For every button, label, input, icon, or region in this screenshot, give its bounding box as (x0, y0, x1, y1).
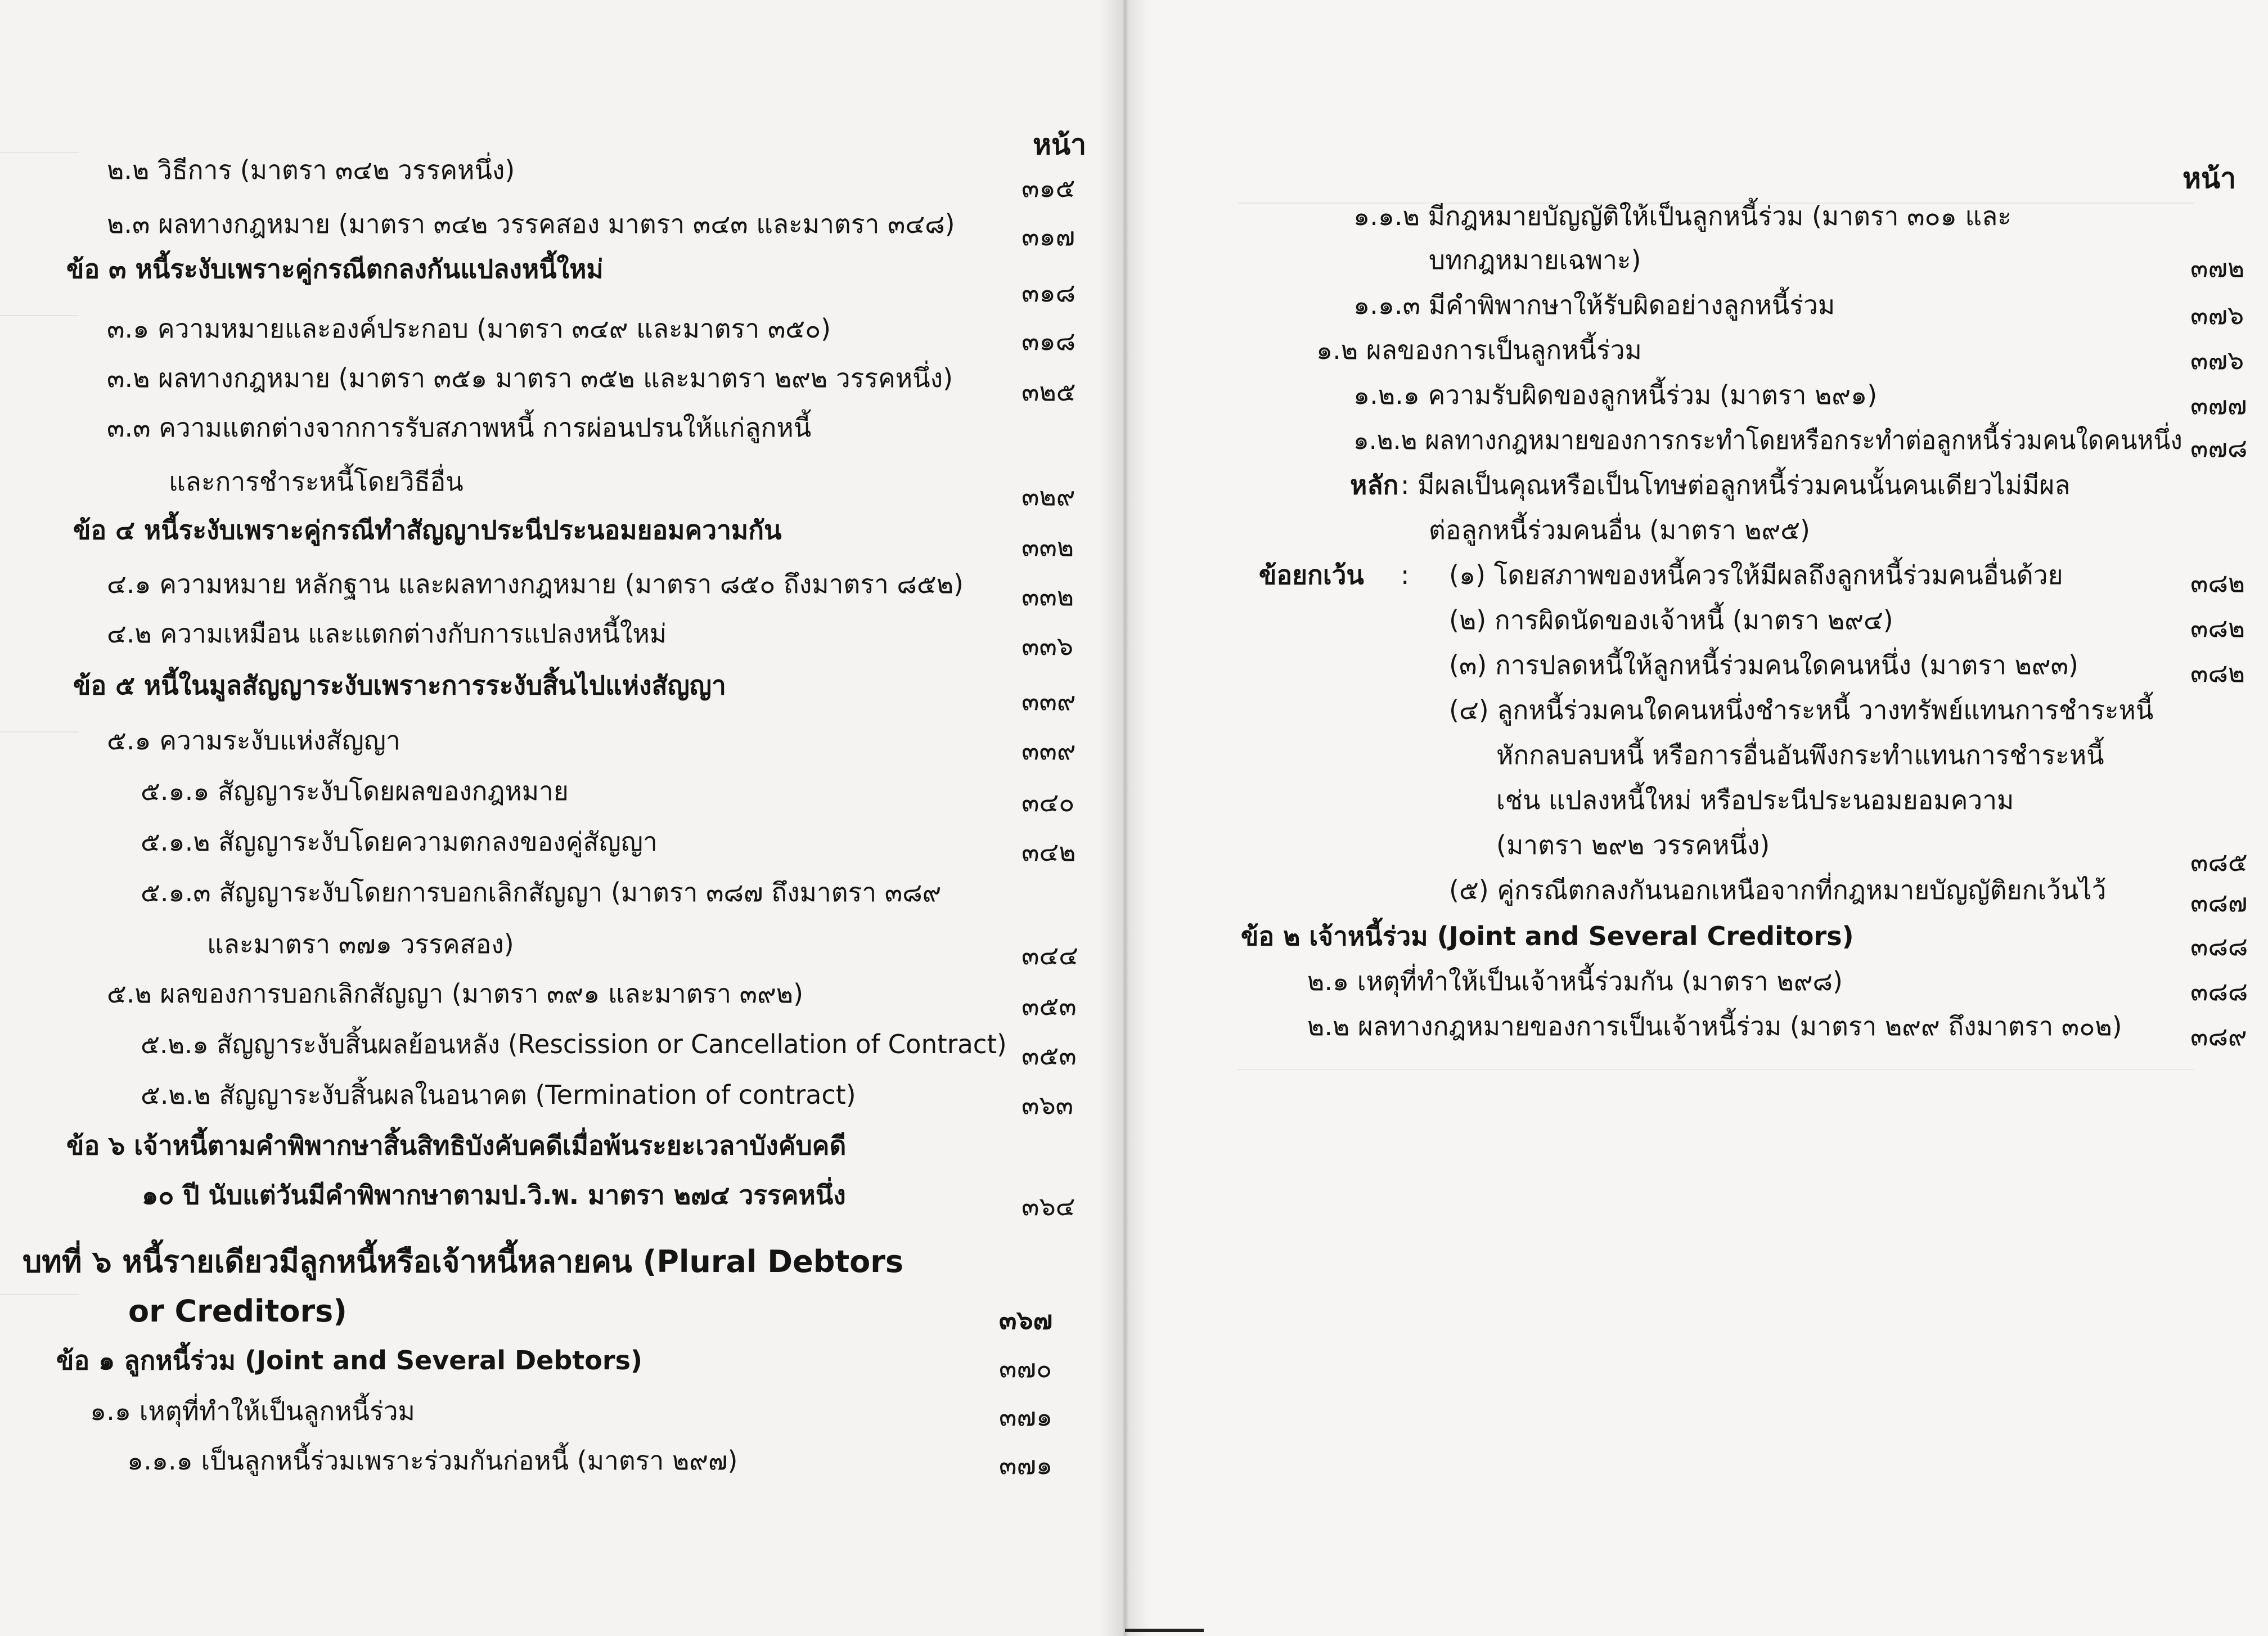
toc-page-number: ๓๘๒ (2190, 658, 2246, 688)
bleed-through-rule (0, 1294, 79, 1295)
toc-page-number: ๓๔๐ (1022, 787, 1075, 817)
book-spine-shadow (1100, 0, 1150, 1636)
toc-entry: (๓) การปลดหนี้ให้ลูกหนี้ร่วมคนใดคนหนึ่ง (มาตรา ๒๙๓) (1449, 650, 2078, 680)
toc-page-number: ๓๓๒ (1022, 532, 1074, 562)
toc-page-number: ๓๕๓ (1022, 991, 1077, 1021)
toc-entry: ๕.๒.๑ สัญญาระงับสิ้นผลย้อนหลัง (Rescission or Cancellation of Contract) (141, 1029, 1007, 1059)
toc-entry: (๔) ลูกหนี้ร่วมคนใดคนหนึ่งชำระหนี้ วางทรัพย์แทนการชำระหนี้ (1449, 695, 2154, 725)
toc-entry: ๑.๑.๓ มีคำพิพากษาให้รับผิดอย่างลูกหนี้ร่วม (1353, 290, 1835, 320)
toc-entry: (๑) โดยสภาพของหนี้ควรให้มีผลถึงลูกหนี้ร่วมคนอื่นด้วย (1449, 560, 2063, 590)
toc-entry: ๓.๑ ความหมายและองค์ประกอบ (มาตรา ๓๔๙ และมาตรา ๓๕๐) (107, 313, 831, 344)
toc-entry: และมาตรา ๓๗๑ วรรคสอง) (207, 929, 514, 959)
toc-entry: ๕.๑.๑ สัญญาระงับโดยผลของกฎหมาย (141, 776, 569, 806)
toc-entry: ๒.๒ ผลทางกฎหมายของการเป็นเจ้าหนี้ร่วม (มาตรา ๒๙๙ ถึงมาตรา ๓๐๒) (1307, 1011, 2122, 1041)
toc-page-number: ๓๗๑ (999, 1401, 1053, 1432)
page-column-header: หน้า (2182, 162, 2236, 195)
bleed-through-rule (0, 152, 79, 153)
toc-entry: ๕.๒ ผลของการบอกเลิกสัญญา (มาตรา ๓๙๑ และมาตรา ๓๙๒) (107, 978, 804, 1009)
toc-page-number: ๓๔๒ (1022, 837, 1076, 867)
toc-page-number: ๓๘๕ (2190, 847, 2248, 877)
toc-page-number: ๓๕๓ (1022, 1040, 1077, 1071)
toc-page-number: ๓๗๐ (999, 1353, 1052, 1383)
toc-page-number: ๓๓๙ (1022, 686, 1076, 716)
toc-entry: ข้อ ๔ หนี้ระงับเพราะคู่กรณีทำสัญญาประนีประนอมยอมความกัน (73, 515, 782, 545)
toc-page-number: ๓๗๒ (2190, 253, 2245, 283)
toc-entry: (๕) คู่กรณีตกลงกันนอกเหนือจากที่กฎหมายบัญญัติยกเว้นไว้ (1449, 875, 2107, 905)
toc-page-number: ๓๗๗ (2190, 390, 2247, 420)
toc-page-number: ๓๘๗ (2190, 887, 2248, 918)
toc-page-number: ๓๘๘ (2190, 976, 2248, 1006)
toc-entry: ๕.๑.๓ สัญญาระงับโดยการบอกเลิกสัญญา (มาตรา ๓๘๗ ถึงมาตรา ๓๘๙ (141, 877, 942, 907)
toc-page-number: ๓๑๗ (1022, 221, 1076, 251)
toc-entry: ๑.๑.๒ มีกฎหมายบัญญัติให้เป็นลูกหนี้ร่วม (มาตรา ๓๐๑ และ (1353, 201, 2012, 231)
toc-entry: ๓.๒ ผลทางกฎหมาย (มาตรา ๓๕๑ มาตรา ๓๕๒ และมาตรา ๒๙๒ วรรคหนึ่ง) (107, 363, 953, 393)
toc-entry: ข้อ ๓ หนี้ระงับเพราะคู่กรณีตกลงกันแปลงหนี้ใหม่ (66, 254, 604, 284)
toc-entry: ข้อ ๑ ลูกหนี้ร่วม (Joint and Several Debtors) (56, 1345, 642, 1376)
toc-page-number: ๓๗๖ (2190, 345, 2244, 375)
toc-entry: ต่อลูกหนี้ร่วมคนอื่น (มาตรา ๒๙๕) (1429, 515, 1810, 545)
toc-entry: ๔.๑ ความหมาย หลักฐาน และผลทางกฎหมาย (มาตรา ๘๕๐ ถึงมาตรา ๘๕๒) (107, 569, 964, 599)
toc-label-principle: หลัก (1350, 470, 1399, 500)
toc-entry: ๒.๓ ผลทางกฎหมาย (มาตรา ๓๔๒ วรรคสอง มาตรา ๓๔๓ และมาตรา ๓๔๘) (107, 209, 955, 239)
toc-chapter-entry: บทที่ ๖ หนี้รายเดียวมีลูกหนี้หรือเจ้าหนี้หลายคน (Plural Debtors (22, 1244, 904, 1279)
toc-entry: ๕.๑.๒ สัญญาระงับโดยความตกลงของคู่สัญญา (141, 826, 658, 857)
toc-page-number: ๓๓๙ (1022, 735, 1076, 766)
toc-page-number: ๓๔๔ (1022, 940, 1079, 970)
toc-page-number: ๓๑๕ (1022, 173, 1076, 203)
toc-entry: เช่น แปลงหนี้ใหม่ หรือประนีประนอมยอมความ (1496, 785, 2014, 815)
toc-page-number: ๓๒๕ (1022, 376, 1076, 407)
toc-entry: ๕.๑ ความระงับแห่งสัญญา (107, 725, 400, 756)
toc-entry: ๑.๑.๑ เป็นลูกหนี้ร่วมเพราะร่วมกันก่อหนี้ (มาตรา ๒๙๗) (127, 1445, 738, 1476)
toc-entry: ๑๐ ปี นับแต่วันมีคำพิพากษาตามป.วิ.พ. มาตรา ๒๗๔ วรรคหนึ่ง (142, 1180, 846, 1210)
toc-entry: ข้อ ๕ หนี้ในมูลสัญญาระงับเพราะการระงับสิ้นไปแห่งสัญญา (73, 670, 726, 700)
toc-entry: ๑.๒.๑ ความรับผิดของลูกหนี้ร่วม (มาตรา ๒๙๑) (1353, 380, 1878, 410)
toc-page-number: ๓๖๓ (1022, 1090, 1074, 1120)
toc-page-number: ๓๓๒ (1022, 581, 1074, 612)
toc-page-number: ๓๘๒ (2190, 568, 2246, 598)
toc-page-number: ๓๓๖ (1022, 631, 1074, 661)
toc-entry: ๑.๒.๒ ผลทางกฎหมายของการกระทำโดยหรือกระทำต่อลูกหนี้ร่วมคนใดคนหนึ่ง (1353, 425, 2182, 455)
toc-page-number: ๓๘๙ (2190, 1021, 2247, 1051)
toc-entry: ๑.๒ ผลของการเป็นลูกหนี้ร่วม (1316, 335, 1642, 365)
toc-label-colon: : (1401, 560, 1410, 590)
toc-entry: ๒.๒ วิธีการ (มาตรา ๓๔๒ วรรคหนึ่ง) (107, 155, 515, 185)
toc-entry: ๑.๑ เหตุที่ทำให้เป็นลูกหนี้ร่วม (90, 1396, 415, 1426)
toc-entry: ๓.๓ ความแตกต่างจากการรับสภาพหนี้ การผ่อนปรนให้แก่ลูกหนี้ (107, 412, 812, 443)
toc-entry: ๒.๑ เหตุที่ทำให้เป็นเจ้าหนี้ร่วมกัน (มาตรา ๒๙๘) (1307, 966, 1843, 996)
toc-entry: หักกลบลบหนี้ หรือการอื่นอันพึงกระทำแทนการชำระหนี้ (1496, 740, 2104, 770)
bleed-through-rule (0, 315, 79, 316)
toc-page-number: ๓๒๙ (1022, 481, 1076, 511)
toc-page-number: ๓๖๔ (1022, 1191, 1076, 1221)
toc-label-exception: ข้อยกเว้น (1259, 560, 1364, 590)
scan-edge-mark (1125, 1629, 1204, 1632)
toc-page-number: ๓๗๖ (2190, 300, 2244, 330)
toc-entry: ๕.๒.๒ สัญญาระงับสิ้นผลในอนาคต (Termination of contract) (141, 1080, 856, 1110)
left-page (0, 0, 1125, 1636)
toc-entry: (๒) การผิดนัดของเจ้าหนี้ (มาตรา ๒๙๔) (1449, 605, 1893, 635)
toc-entry: ข้อ ๒ เจ้าหนี้ร่วม (Joint and Several Creditors) (1241, 921, 1854, 951)
toc-chapter-entry: or Creditors) (128, 1293, 347, 1329)
toc-page-number: ๓๘๒ (2190, 613, 2246, 643)
page-column-header: หน้า (1033, 128, 1087, 161)
toc-page-number: ๓๘๘ (2190, 931, 2248, 961)
bleed-through-rule (1238, 1069, 2194, 1070)
right-page (1125, 0, 2268, 1636)
toc-page-number: ๓๗๑ (999, 1450, 1053, 1480)
toc-page-number: ๓๗๘ (2190, 433, 2248, 463)
toc-page-number: ๓๖๗ (999, 1305, 1053, 1335)
toc-entry: และการชำระหนี้โดยวิธีอื่น (169, 466, 464, 497)
bleed-through-rule (0, 731, 79, 732)
toc-entry: บทกฎหมายเฉพาะ) (1429, 245, 1641, 275)
toc-page-number: ๓๑๘ (1022, 326, 1076, 356)
toc-page-number: ๓๑๘ (1022, 277, 1076, 308)
toc-entry: ข้อ ๖ เจ้าหนี้ตามคำพิพากษาสิ้นสิทธิบังคับคดีเมื่อพ้นระยะเวลาบังคับคดี (66, 1130, 847, 1161)
toc-entry: (มาตรา ๒๙๒ วรรคหนึ่ง) (1496, 830, 1770, 860)
toc-entry: : มีผลเป็นคุณหรือเป็นโทษต่อลูกหนี้ร่วมคนนั้นคนเดียวไม่มีผล (1401, 470, 2071, 500)
toc-entry: ๔.๒ ความเหมือน และแตกต่างกับการแปลงหนี้ใหม่ (107, 618, 667, 649)
